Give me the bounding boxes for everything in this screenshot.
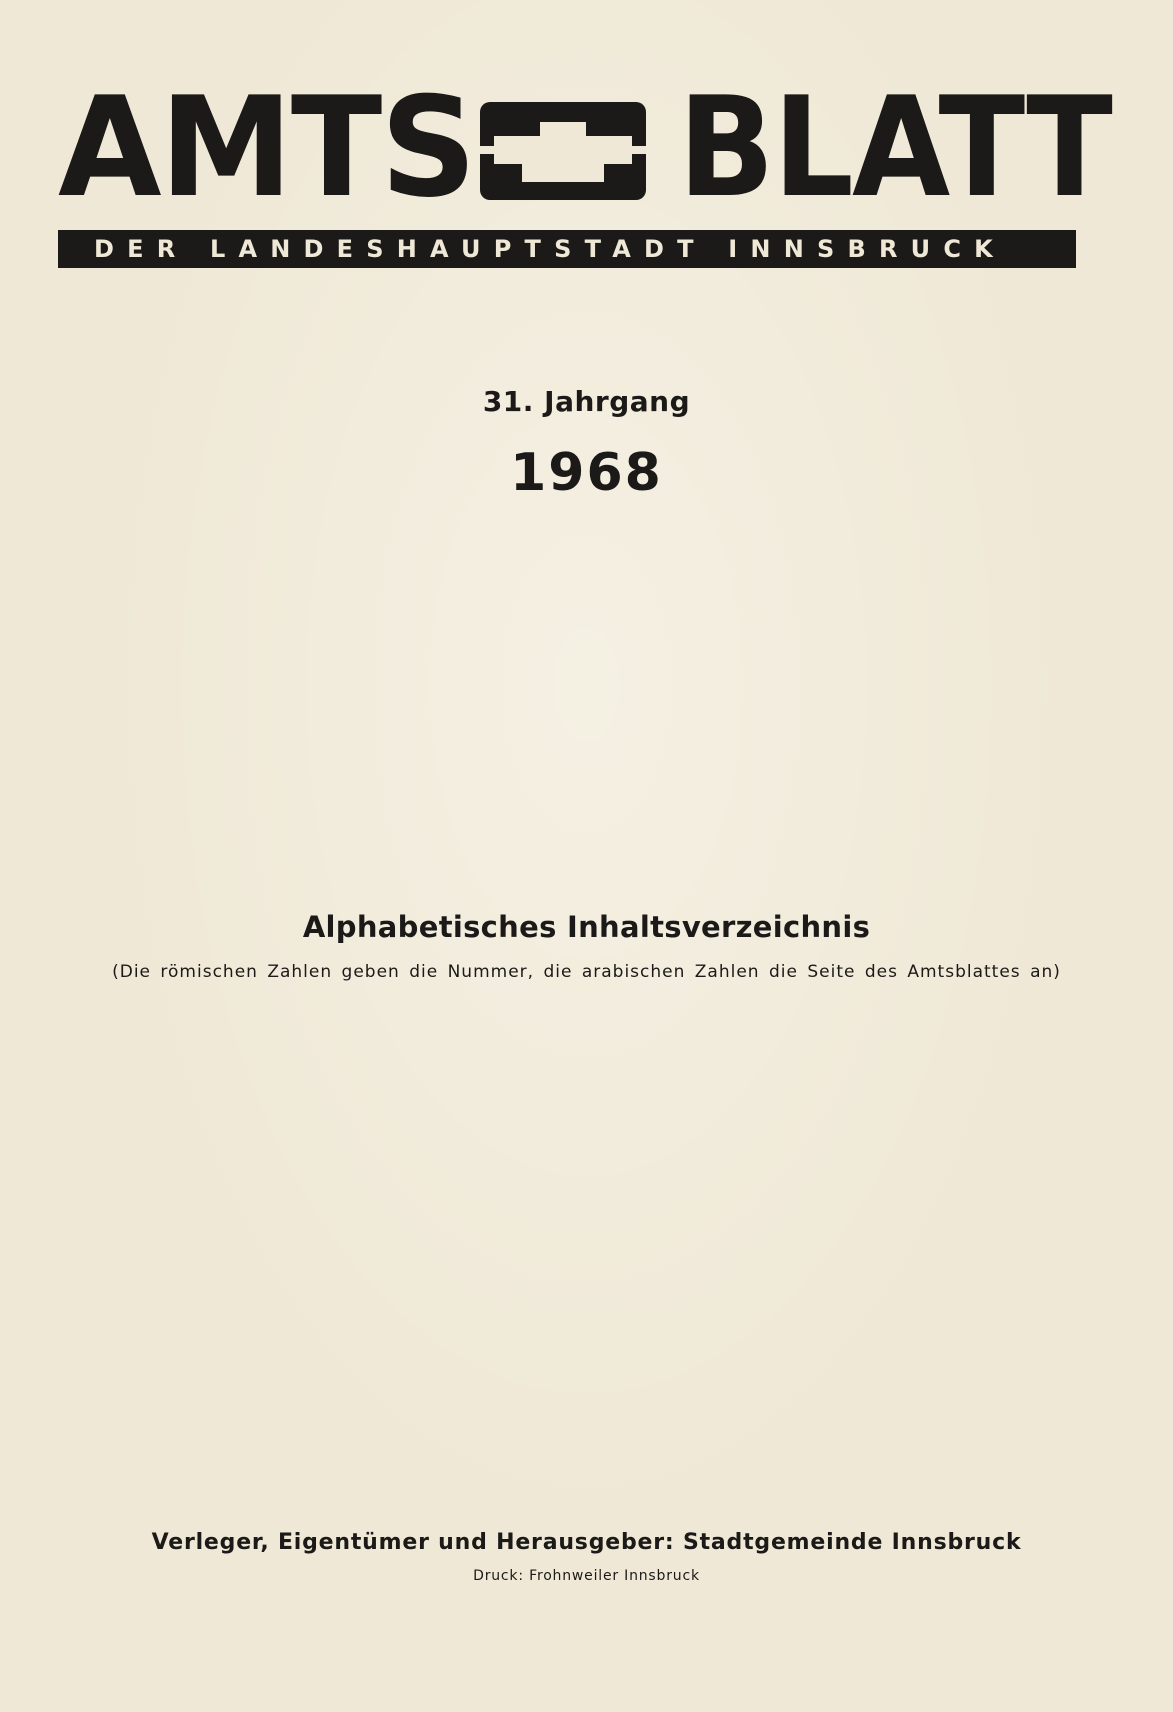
volume-label: 31. Jahrgang <box>482 385 691 418</box>
innsbruck-bridge-emblem-icon <box>480 102 646 200</box>
masthead-subtitle: DER LANDESHAUPTSTADT INNSBRUCK <box>58 230 1076 268</box>
masthead-title-right: BLATT <box>678 67 1112 228</box>
masthead-title-left: AMTS <box>58 67 475 228</box>
printer-line: Druck: Frohnweiler Innsbruck <box>473 1568 700 1584</box>
index-title: Alphabetisches Inhaltsverzeichnis <box>302 910 871 944</box>
year-label: 1968 <box>510 443 663 503</box>
masthead <box>58 67 1112 270</box>
index-note: (Die römischen Zahlen geben die Nummer, die arabischen Zahlen die Seite des Amtsblattes an) <box>112 962 1061 982</box>
publisher-line: Verleger, Eigentümer und Herausgeber: Stadtgemeinde Innsbruck <box>151 1530 1022 1555</box>
